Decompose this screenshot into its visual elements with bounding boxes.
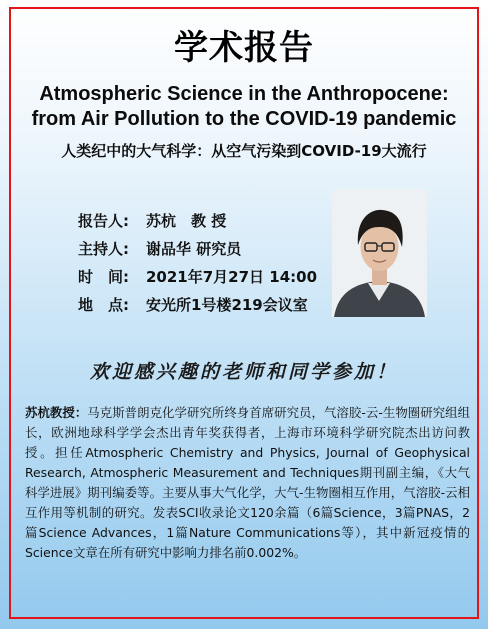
bio-text: 马克斯普朗克化学研究所终身首席研究员，气溶胶-云-生物圈研究组组长，欧洲地球科学学会杰出青年奖获得者，上海市环境科学研究院杰出访问教授。担任Atmospheric Chemistry and Physics, Journal of Geophysical Research, Atmospheric Measurement and Techniques期刊副主编，《大气科学进展》期刊编委等。主要从事大气化学，大气-生物圈相互作用，气溶胶-云相互作用等机制的研究。发表SCI收录论文120余篇（6篇Science，3篇PNAS，2篇Science Advances，1篇Nature Communications等），其中新冠疫情的Science文章在所有研究中影响力排名前0.002%。 xyxy=(25,405,471,560)
info-row-time xyxy=(78,263,338,291)
info-value: 安光所1号楼219会议室 xyxy=(146,296,308,314)
info-key: 地 点: xyxy=(78,296,129,314)
info-row-location xyxy=(78,291,338,319)
info-key: 主持人: xyxy=(78,240,129,258)
english-title-line-2: from Air Pollution to the COVID-19 pandemic xyxy=(31,108,457,130)
english-title xyxy=(0,82,488,132)
speaker-portrait-icon xyxy=(332,189,427,317)
info-key: 时 间: xyxy=(78,268,129,286)
bio-lead: 苏杭教授： xyxy=(25,405,88,420)
welcome-message: 欢迎感兴趣的老师和同学参加！ xyxy=(89,361,398,383)
info-row-host xyxy=(78,235,338,263)
talk-info xyxy=(78,207,338,319)
info-value: 谢品华 研究员 xyxy=(146,240,242,258)
info-value: 苏杭 教 授 xyxy=(146,212,227,230)
speaker-photo xyxy=(332,189,427,317)
info-value: 2021年7月27日 14:00 xyxy=(146,268,318,286)
english-title-line-1: Atmospheric Science in the Anthropocene: xyxy=(39,83,449,105)
poster-title: 学术报告 xyxy=(174,28,314,68)
chinese-subtitle: 人类纪中的大气科学：从空气污染到COVID-19大流行 xyxy=(61,142,427,160)
info-key: 报告人: xyxy=(78,212,129,230)
info-row-speaker xyxy=(78,207,338,235)
speaker-bio xyxy=(25,403,470,563)
